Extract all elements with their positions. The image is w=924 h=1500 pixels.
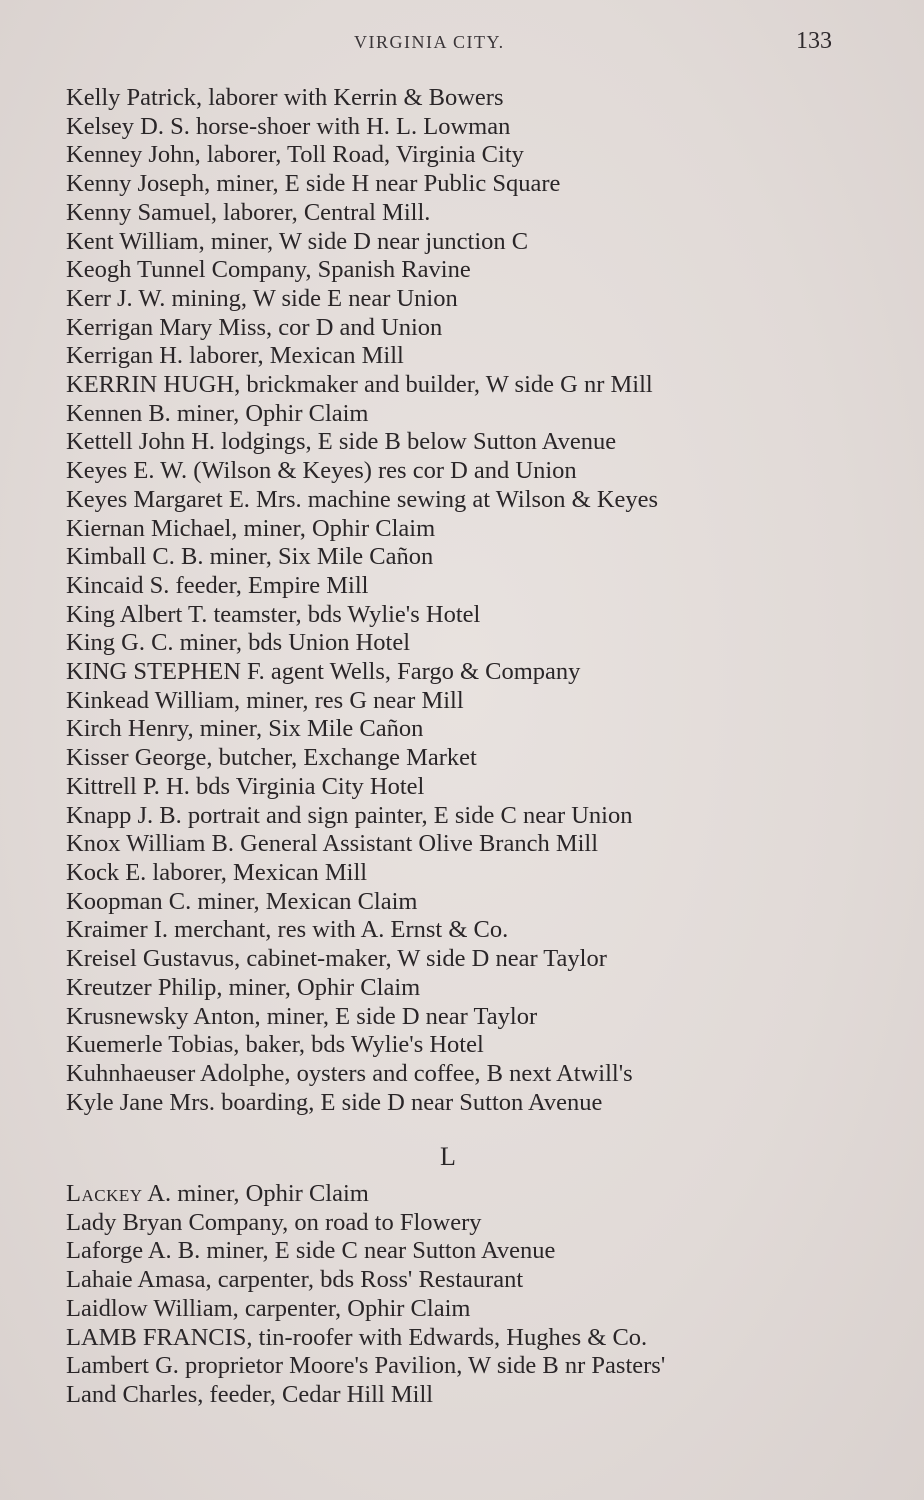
directory-entry: Kreisel Gustavus, cabinet-maker, W side D near Taylor [66,945,607,973]
page-header [0,28,924,58]
directory-entry: Kock E. laborer, Mexican Mill [66,858,368,886]
directory-entry: Kenny Samuel, laborer, Central Mill. [66,198,431,226]
directory-entry: Lady Bryan Company, on road to Flowery [66,1208,482,1236]
directory-entry: KING STEPHEN F. agent Wells, Fargo & Company [66,658,581,686]
entries-k-list [66,84,866,1117]
running-title: VIRGINIA CITY. [354,32,505,52]
directory-entry: Kerr J. W. mining, W side E near Union [66,284,458,312]
directory-entry: Kent William, miner, W side D near junction C [66,227,529,255]
directory-entry: Kerrigan Mary Miss, cor D and Union [66,313,443,341]
directory-entry: Land Charles, feeder, Cedar Hill Mill [66,1380,434,1408]
directory-entry: Keyes Margaret E. Mrs. machine sewing at Wilson & Keyes [66,485,659,513]
directory-entry: Kuhnhaeuser Adolphe, oysters and coffee, B next Atwill's [66,1059,633,1087]
directory-entry: Knox William B. General Assistant Olive Branch Mill [66,830,599,858]
section-heading-l: L [440,1142,456,1171]
directory-entry: Kreutzer Philip, miner, Ophir Claim [66,973,421,1001]
directory-entry: Kettell John H. lodgings, E side B below Sutton Avenue [66,428,617,456]
entry-lead-name: Lackey [66,1180,143,1207]
directory-entry: Laforge A. B. miner, E side C near Sutton Avenue [66,1237,556,1265]
directory-entry: Keyes E. W. (Wilson & Keyes) res cor D and Union [66,457,577,485]
directory-entry: Kelsey D. S. horse-shoer with H. L. Lowman [66,112,511,140]
directory-entry: Kyle Jane Mrs. boarding, E side D near Sutton Avenue [66,1088,603,1116]
directory-entry: Lahaie Amasa, carpenter, bds Ross' Restaurant [66,1266,524,1294]
directory-entry: Knapp J. B. portrait and sign painter, E side C near Union [66,801,633,829]
directory-entry: Kiernan Michael, miner, Ophir Claim [66,514,436,542]
directory-entry: Kuemerle Tobias, baker, bds Wylie's Hotel [66,1031,484,1059]
directory-entry: Kenny Joseph, miner, E side H near Public Square [66,170,561,198]
directory-entry [66,1180,866,1209]
directory-entry: LAMB FRANCIS, tin-roofer with Edwards, Hughes & Co. [66,1323,648,1351]
directory-entry: KERRIN HUGH, brickmaker and builder, W side G nr Mill [66,371,653,399]
directory-entry: Kimball C. B. miner, Six Mile Cañon [66,543,434,571]
directory-entry: Kisser George, butcher, Exchange Market [66,744,477,772]
directory-entry: Kinkead William, miner, res G near Mill [66,686,464,714]
directory-entry: Kincaid S. feeder, Empire Mill [66,571,369,599]
page-number: 133 [796,28,832,54]
directory-entry: Lambert G. proprietor Moore's Pavilion, W side B nr Pasters' [66,1352,666,1380]
directory-entry: Kirch Henry, miner, Six Mile Cañon [66,715,424,743]
directory-entry: Kenney John, laborer, Toll Road, Virginia City [66,141,524,169]
directory-entry: Koopman C. miner, Mexican Claim [66,887,418,915]
entry-rest: A. miner, Ophir Claim [142,1180,369,1207]
directory-entry: Krusnewsky Anton, miner, E side D near Taylor [66,1002,538,1030]
directory-entry: King G. C. miner, bds Union Hotel [66,629,411,657]
entries-l-list [66,1180,866,1410]
directory-entry: Kerrigan H. laborer, Mexican Mill [66,342,404,370]
directory-entry: King Albert T. teamster, bds Wylie's Hotel [66,600,481,628]
directory-entry: Kraimer I. merchant, res with A. Ernst & Co. [66,916,509,944]
directory-entry: Keogh Tunnel Company, Spanish Ravine [66,256,471,284]
directory-entry: Laidlow William, carpenter, Ophir Claim [66,1294,471,1322]
directory-entry: Kittrell P. H. bds Virginia City Hotel [66,772,425,800]
directory-entry: Kelly Patrick, laborer with Kerrin & Bowers [66,84,504,111]
directory-entry: Kennen B. miner, Ophir Claim [66,399,369,427]
